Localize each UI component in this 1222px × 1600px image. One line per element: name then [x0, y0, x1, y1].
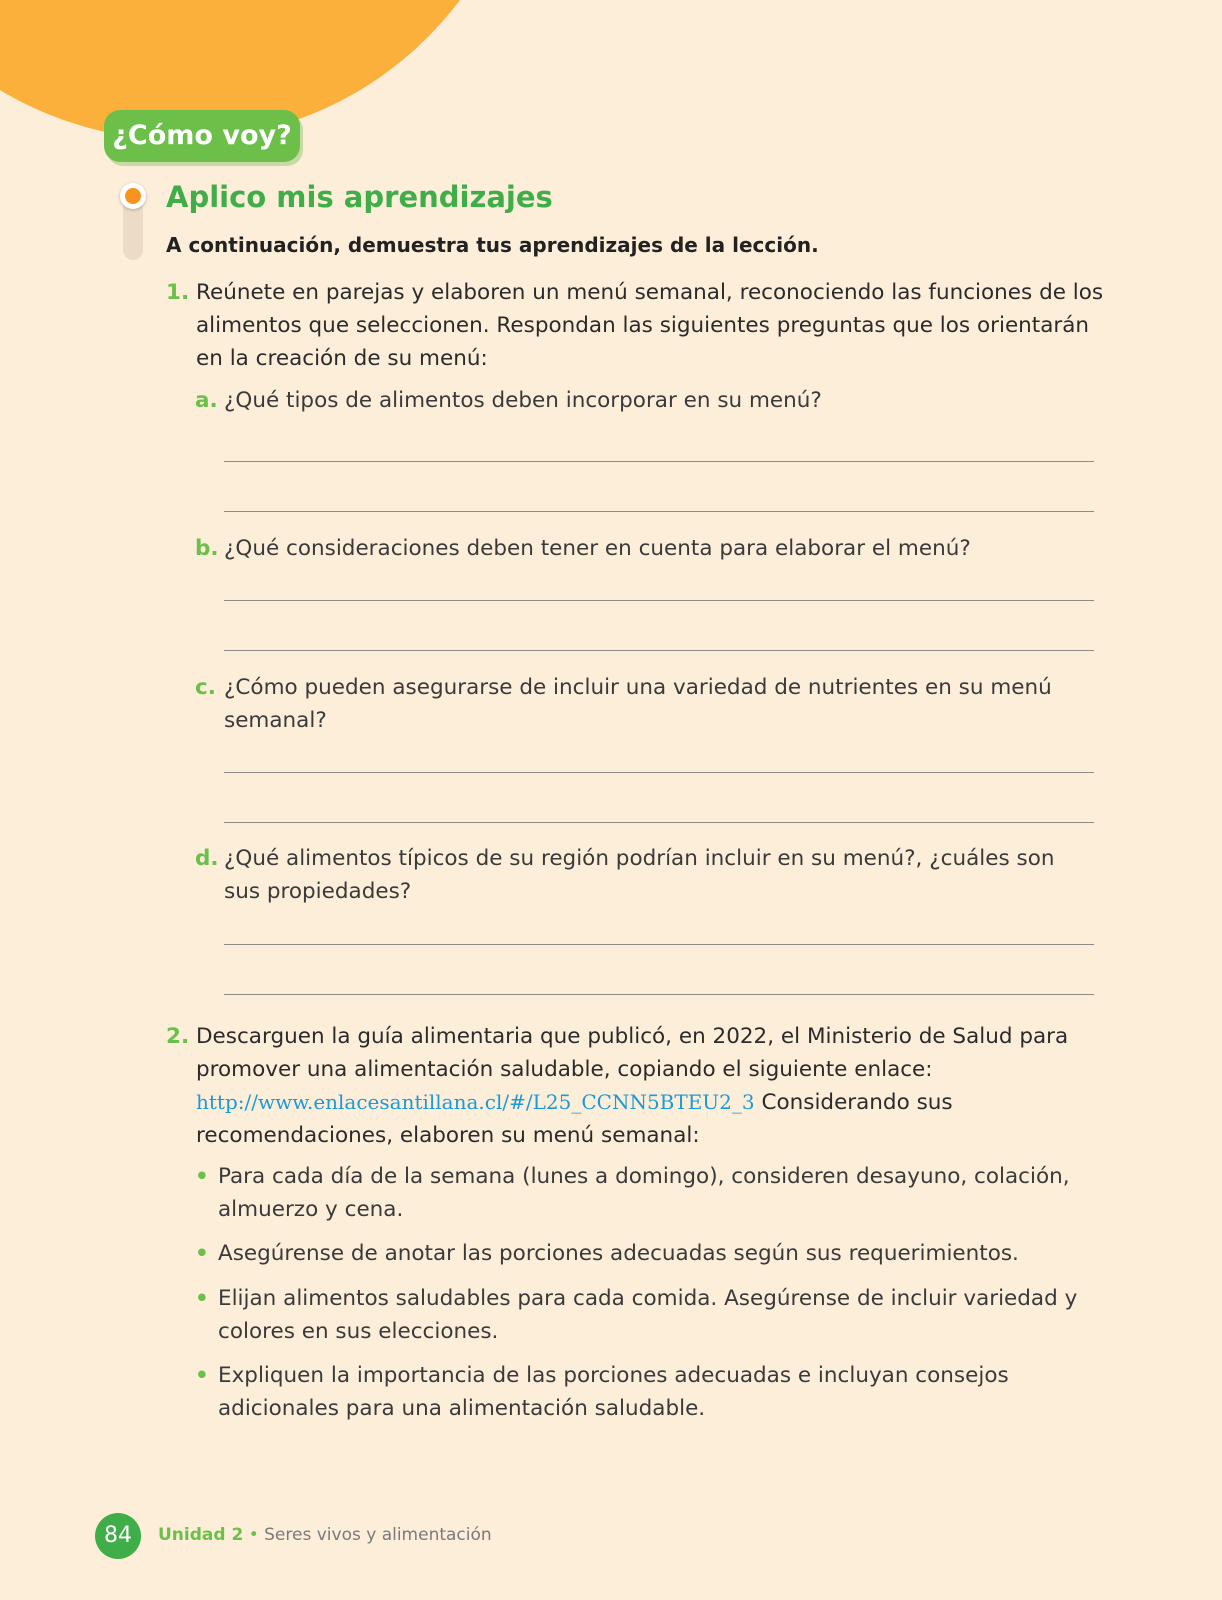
subquestion-a — [195, 384, 1095, 417]
subquestion-letter: c. — [195, 675, 216, 700]
answer-line[interactable] — [224, 600, 1094, 601]
question-text-outro: Considerando sus recomendaciones, elaboren su menú semanal: — [196, 1090, 953, 1148]
question-2 — [166, 1020, 1106, 1152]
bullet-text: Elijan alimentos saludables para cada comida. Asegúrense de incluir variedad y colores en sus elecciones. — [218, 1286, 1078, 1344]
como-voy-badge: ¿Cómo voy? — [104, 110, 300, 162]
bullet-dot-icon: • — [195, 1241, 209, 1266]
footer-separator: • — [248, 1525, 259, 1545]
bullet-text: Expliquen la importancia de las porciones adecuadas e incluyan consejos adicionales para una alimentación saludable. — [218, 1363, 1009, 1421]
bullet-item — [195, 1160, 1105, 1226]
bullet-text: Para cada día de la semana (lunes a domingo), consideren desayuno, colación, almuerzo y cena. — [218, 1164, 1070, 1222]
question-text-intro: Descarguen la guía alimentaria que publicó, en 2022, el Ministerio de Salud para promover una alimentación saludable, copiando el siguiente enlace: — [196, 1024, 1069, 1082]
footer-unit: Unidad 2 — [158, 1525, 244, 1545]
answer-line[interactable] — [224, 511, 1094, 512]
question-number: 1. — [166, 280, 190, 305]
page-number: 84 — [95, 1513, 141, 1559]
subquestion-c — [195, 671, 1095, 737]
bullet-text: Asegúrense de anotar las porciones adecuadas según sus requerimientos. — [218, 1241, 1019, 1266]
bullet-item — [195, 1359, 1105, 1425]
answer-line[interactable] — [224, 461, 1094, 462]
subquestion-letter: b. — [195, 536, 219, 561]
section-marker-icon — [120, 183, 146, 209]
answer-line[interactable] — [224, 772, 1094, 773]
bullet-dot-icon: • — [195, 1286, 209, 1311]
question-text: Reúnete en parejas y elaboren un menú semanal, reconociendo las funciones de los alimentos que seleccionen. Respondan las siguientes preguntas que los orientarán en la creación de su menú: — [196, 280, 1104, 371]
footer-unit-info — [158, 1525, 492, 1545]
subquestion-b — [195, 532, 1095, 565]
bullet-dot-icon: • — [195, 1164, 209, 1189]
subquestion-letter: d. — [195, 846, 219, 871]
subquestion-letter: a. — [195, 388, 218, 413]
answer-line[interactable] — [224, 822, 1094, 823]
section-subtitle: A continuación, demuestra tus aprendizajes de la lección. — [166, 233, 819, 257]
subquestion-text: ¿Qué alimentos típicos de su región podrían incluir en su menú?, ¿cuáles son sus propiedades? — [224, 846, 1055, 904]
subquestion-text: ¿Qué consideraciones deben tener en cuenta para elaborar el menú? — [224, 536, 971, 561]
bullet-item — [195, 1282, 1105, 1348]
question-number: 2. — [166, 1024, 190, 1049]
bullet-item — [195, 1237, 1105, 1270]
subquestion-text: ¿Qué tipos de alimentos deben incorporar en su menú? — [224, 388, 822, 413]
question-text — [196, 1020, 1106, 1152]
answer-line[interactable] — [224, 650, 1094, 651]
subquestion-text: ¿Cómo pueden asegurarse de incluir una variedad de nutrientes en su menú semanal? — [224, 675, 1052, 733]
guide-link[interactable]: http://www.enlacesantillana.cl/#/L25_CCNN5BTEU2_3 — [196, 1090, 755, 1114]
section-title: Aplico mis aprendizajes — [166, 180, 553, 214]
question-1 — [166, 276, 1106, 375]
answer-line[interactable] — [224, 994, 1094, 995]
bullet-dot-icon: • — [195, 1363, 209, 1388]
subquestion-d — [195, 842, 1095, 908]
answer-line[interactable] — [224, 944, 1094, 945]
footer-topic: Seres vivos y alimentación — [264, 1525, 492, 1545]
